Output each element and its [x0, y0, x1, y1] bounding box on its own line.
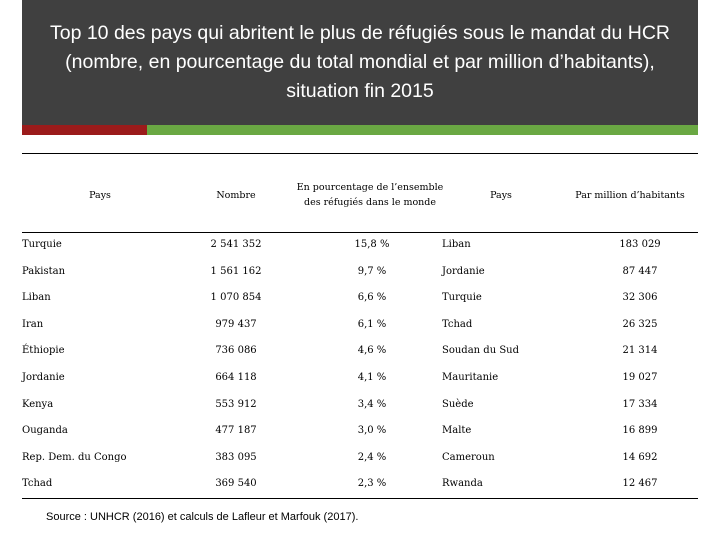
cell-country: Ouganda	[22, 425, 68, 437]
cell-number: 1 070 854	[210, 292, 262, 304]
table-row	[22, 338, 698, 364]
cell-number: 383 095	[215, 451, 257, 463]
table-row	[22, 471, 698, 497]
cell-per-million: 12 467	[622, 478, 658, 490]
table-row	[22, 392, 698, 418]
cell-number: 1 561 162	[210, 265, 262, 277]
accent-bar-green	[147, 125, 698, 135]
cell-country: Éthiopie	[22, 345, 65, 357]
cell-country-2: Turquie	[442, 292, 482, 304]
table-row	[22, 232, 698, 258]
cell-number: 553 912	[215, 398, 257, 410]
cell-country-2: Cameroun	[442, 451, 495, 463]
cell-percent: 3,0 %	[357, 425, 387, 437]
cell-per-million: 17 334	[622, 398, 658, 410]
cell-country-2: Suède	[442, 398, 474, 410]
cell-country-2: Mauritanie	[442, 372, 499, 383]
table-row	[22, 312, 698, 338]
cell-country: Kenya	[22, 398, 54, 410]
cell-percent: 6,1 %	[357, 318, 387, 330]
cell-percent: 4,6 %	[357, 345, 387, 357]
source-note: Source : UNHCR (2016) et calculs de Lafleur et Marfouk (2017).	[46, 511, 359, 523]
cell-country: Turquie	[22, 239, 62, 250]
cell-per-million: 32 306	[622, 292, 658, 304]
title-banner	[22, 0, 698, 125]
header-percent: En pourcentage de l’ensemble des réfugiés dans le monde	[296, 182, 444, 208]
table-bottom-rule	[22, 498, 698, 499]
cell-country-2: Rwanda	[442, 478, 483, 490]
cell-country-2: Liban	[442, 239, 471, 250]
table-row	[22, 418, 698, 444]
cell-country: Liban	[22, 292, 51, 304]
table-row	[22, 259, 698, 285]
cell-country-2: Tchad	[442, 318, 473, 330]
cell-per-million: 19 027	[622, 372, 658, 383]
cell-percent: 2,4 %	[357, 451, 387, 463]
cell-number: 477 187	[215, 425, 257, 437]
cell-number: 979 437	[215, 318, 257, 330]
cell-percent: 15,8 %	[354, 239, 390, 250]
header-country: Pays	[89, 190, 111, 201]
cell-percent: 2,3 %	[357, 478, 387, 490]
header-per-million: Par million d’habitants	[575, 190, 685, 201]
cell-per-million: 21 314	[622, 345, 658, 357]
cell-per-million: 14 692	[622, 451, 658, 463]
cell-per-million: 26 325	[622, 318, 658, 330]
cell-percent: 3,4 %	[357, 398, 387, 410]
cell-country: Rep. Dem. du Congo	[22, 451, 127, 463]
cell-country-2: Jordanie	[442, 265, 485, 277]
cell-number: 369 540	[215, 478, 257, 490]
cell-country: Jordanie	[22, 372, 65, 383]
table-top-rule	[22, 153, 698, 154]
cell-country: Tchad	[22, 478, 53, 490]
cell-country-2: Malte	[442, 425, 472, 437]
cell-country-2: Soudan du Sud	[442, 345, 520, 357]
cell-per-million: 183 029	[619, 239, 661, 250]
cell-percent: 6,6 %	[357, 292, 387, 304]
header-number: Nombre	[216, 190, 256, 201]
accent-bar-red	[22, 125, 147, 135]
cell-number: 2 541 352	[210, 239, 262, 250]
cell-per-million: 87 447	[622, 265, 658, 277]
cell-per-million: 16 899	[622, 425, 658, 437]
table-row	[22, 365, 698, 391]
table-row	[22, 445, 698, 471]
cell-number: 664 118	[215, 372, 257, 383]
cell-country: Iran	[22, 318, 44, 330]
slide-title: Top 10 des pays qui abritent le plus de réfugiés sous le mandat du HCR (nombre, en pourcentage du total mondial et par million d’habitants), situation fin 2015	[49, 22, 671, 102]
cell-percent: 9,7 %	[357, 265, 387, 277]
cell-percent: 4,1 %	[357, 372, 387, 383]
cell-country: Pakistan	[22, 265, 66, 277]
table-row	[22, 285, 698, 311]
header-country-2: Pays	[490, 190, 512, 201]
cell-number: 736 086	[215, 345, 257, 357]
